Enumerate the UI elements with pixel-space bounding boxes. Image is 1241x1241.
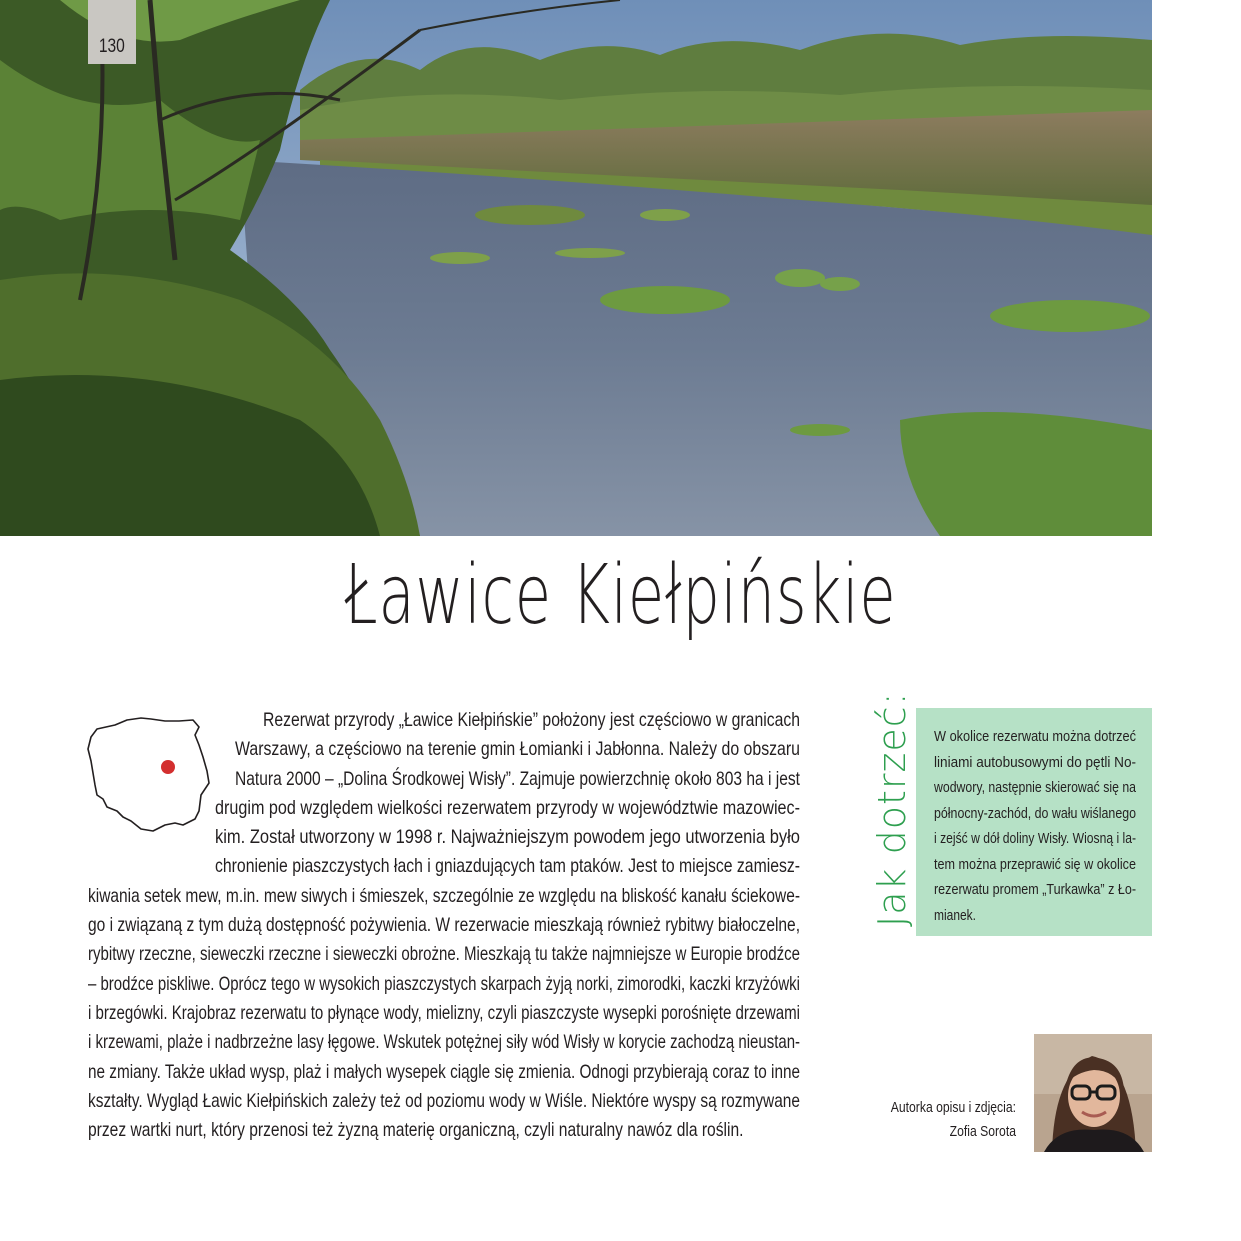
body-line: Rezerwat przyrody „Ławice Kiełpińskie” położony jest częściowo w granicach xyxy=(263,709,801,731)
directions-heading-wrap xyxy=(842,691,914,927)
directions-line: wodwory, następnie skierować się na xyxy=(934,779,1136,796)
body-line: – brodźce piskliwe. Oprócz tego w wysokich piaszczystych skarpach żyją norki, zimorodki, kaczki krzyżówki xyxy=(88,972,800,995)
body-line: i krzewami, plaże i nadbrzeżne lasy łęgowe. Wskutek potężnej siły wód Wisły w korycie zachodzą nieustan- xyxy=(88,1031,801,1054)
directions-line: mianek. xyxy=(934,906,977,924)
author-label: Autorka opisu i zdjęcia: xyxy=(890,1100,1016,1116)
body-line: i brzegówki. Krajobraz rezerwatu to płynące wody, mielizny, czyli piaszczyste wysepki porośnięte drzewami xyxy=(88,1001,800,1024)
directions-line: liniami autobusowymi do pętli No- xyxy=(934,753,1137,771)
body-line: rybitwy rzeczne, sieweczki rzeczne i sieweczki obrożne. Mieszkają tu także najmniejsze w Europie brodźce xyxy=(88,943,801,966)
directions-line: i zejść w dół doliny Wisły. Wiosną i la- xyxy=(934,830,1137,847)
author-credit xyxy=(840,1096,1016,1144)
body-line: przez wartki nurt, który przenosi też żyzną materię organiczną, czyli naturalny nawóz dla roślin. xyxy=(88,1119,744,1142)
hero-photo xyxy=(0,0,1152,536)
body-line: kiwania setek mew, m.in. mew siwych i śmieszek, szczególnie ze względu na bliskość kanału ściekowe- xyxy=(88,884,801,907)
directions-heading: Jak dotrzeć: xyxy=(870,691,914,927)
directions-box xyxy=(916,708,1152,936)
body-line: go i związaną z tym dużą dostępność pożywienia. W rezerwacie mieszkają również rybitwy białoczelne, xyxy=(88,914,801,937)
author-name: Zofia Sorota xyxy=(949,1124,1016,1140)
directions-line: rezerwatu promem „Turkawka” z Ło- xyxy=(934,881,1137,898)
body-line: Warszawy, a częściowo na terenie gmin Łomianki i Jabłonna. Należy do obszaru xyxy=(235,738,800,761)
article-body xyxy=(88,706,800,1145)
body-line: drugim pod względem wielkości rezerwatem przyrody w województwie mazowiec- xyxy=(215,796,801,819)
body-line: ne zmiany. Także układ wysp, plaż i małych wysepek ciągle się zmienia. Odnogi przybierają coraz to inne xyxy=(88,1060,801,1083)
body-line: chronienie piaszczystych łach i gniazdujących tam ptaków. Jest to miejsce zamiesz- xyxy=(215,855,801,878)
body-line: kim. Został utworzony w 1998 r. Najważniejszym powodem jego utworzenia było xyxy=(215,826,800,849)
directions-line: północny-zachód, do wału wiślanego xyxy=(934,804,1137,822)
author-portrait xyxy=(1034,1034,1152,1152)
body-line: Natura 2000 – „Dolina Środkowej Wisły”. Zajmuje powierzchnię około 803 ha i jest xyxy=(235,767,801,790)
page-number-tab xyxy=(88,0,136,64)
page-number: 130 xyxy=(98,36,125,57)
directions-line: tem można przeprawić się w okolice xyxy=(934,855,1136,873)
body-line: kształty. Wygląd Ławic Kiełpińskich zależy też od poziomu wody w Wiśle. Niektóre wyspy są rozmywane xyxy=(88,1089,800,1112)
page-title: Ławice Kiełpińskie xyxy=(344,548,897,643)
directions-line: W okolice rezerwatu można dotrzeć xyxy=(934,728,1137,745)
